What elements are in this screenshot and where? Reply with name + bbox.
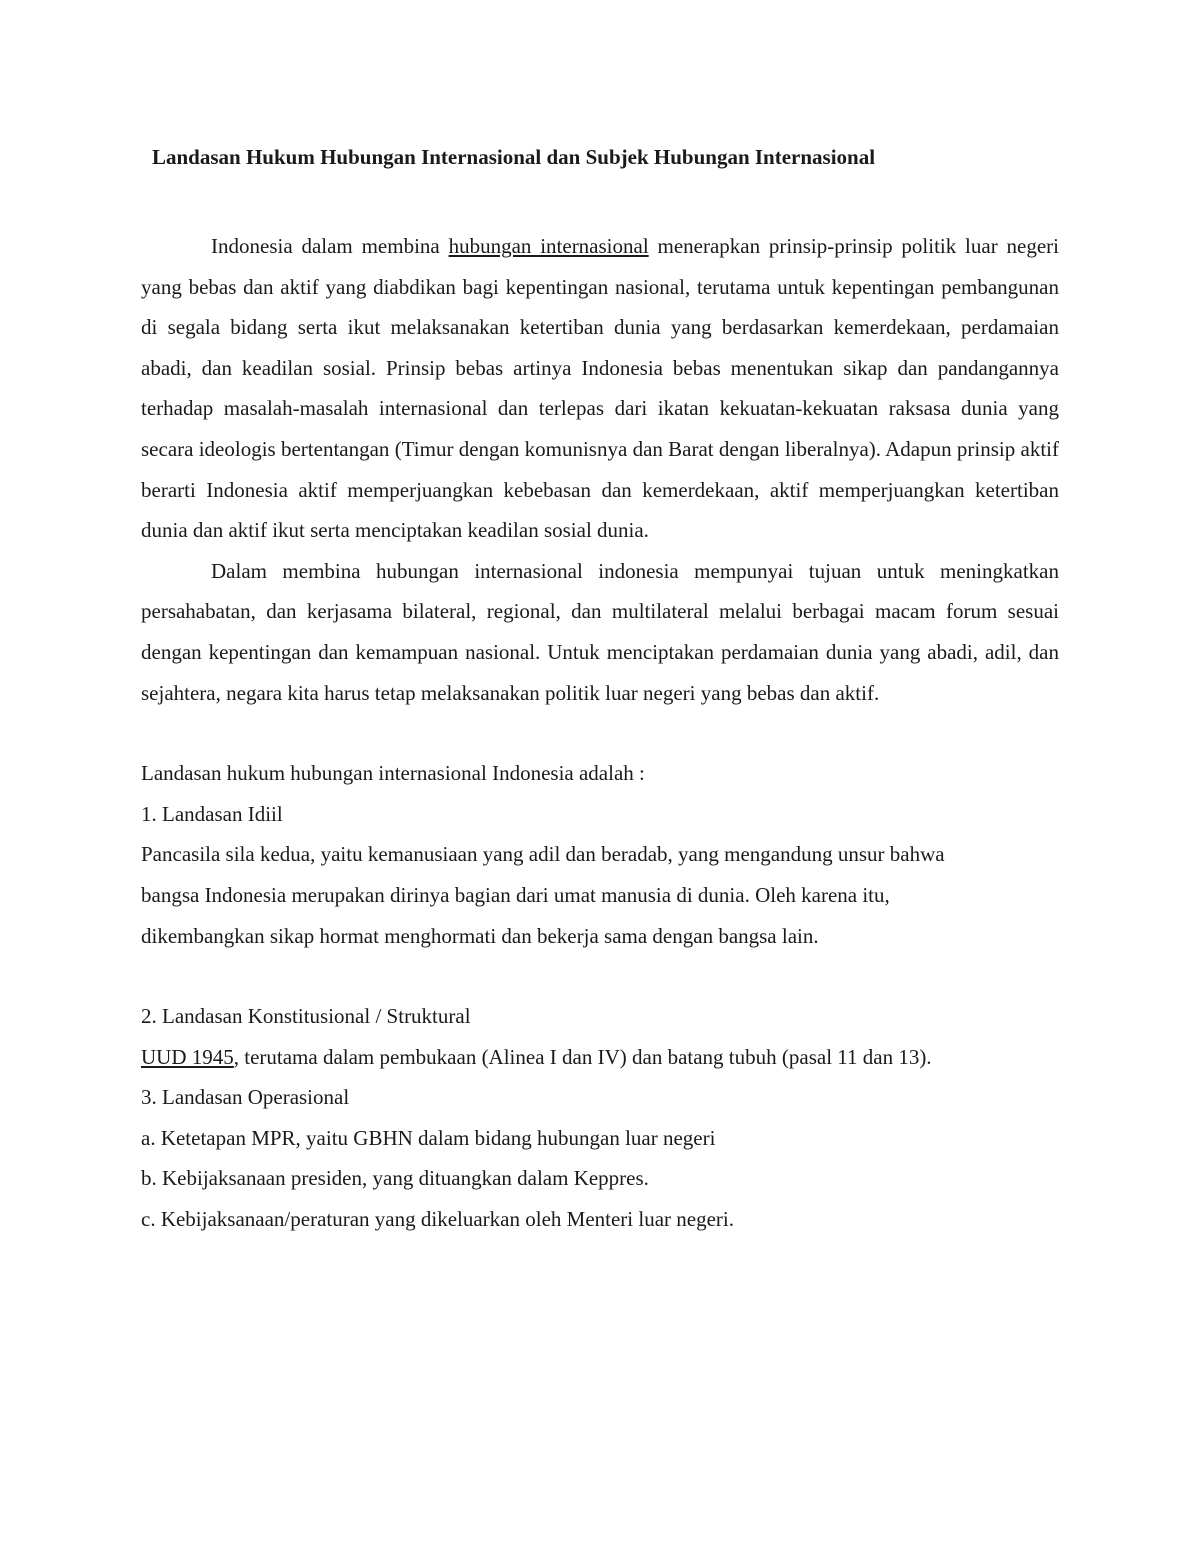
section-2-rest: , terutama dalam pembukaan (Alinea I dan IV) dan batang tubuh (pasal 11 dan 13).: [233, 1044, 932, 1069]
blank-line: [141, 956, 1059, 996]
intro-text: Landasan hukum hubungan internasional Indonesia adalah :: [141, 761, 645, 786]
section-1-line: Pancasila sila kedua, yaitu kemanusiaan yang adil dan beradab, yang mengandung unsur bahwa: [141, 842, 945, 867]
document-page: [141, 140, 1059, 1240]
paragraph-1-start: Indonesia dalam membina: [211, 234, 449, 258]
link-uud-1945[interactable]: UUD 1945: [141, 1044, 234, 1069]
section-1-heading: 1. Landasan Idiil: [141, 801, 283, 826]
section-3-item: c. Kebijaksanaan/peraturan yang dikeluarkan oleh Menteri luar negeri.: [141, 1207, 734, 1232]
section-3-item: a. Ketetapan MPR, yaitu GBHN dalam bidang hubungan luar negeri: [141, 1125, 716, 1150]
document-title: Landasan Hukum Hubungan Internasional dan Subjek Hubungan Internasional: [152, 145, 876, 169]
section-1-line: dikembangkan sikap hormat menghormati dan bekerja sama dengan bangsa lain.: [141, 923, 819, 948]
section-3-heading: 3. Landasan Operasional: [141, 1085, 350, 1110]
paragraph-1-rest: menerapkan prinsip-prinsip politik luar negeri yang bebas dan aktif yang diabdikan bagi kepentingan nasional, terutama untuk kepentingan pembangunan di segala bidang serta ikut melaksanakan ketertiban dunia yang berdasarkan kemerdekaan, perdamaian abadi, dan keadilan sosial. Prinsip bebas artinya Indonesia bebas menentukan sikap dan pandangannya terhadap masalah-masalah internasional dan terlepas dari ikatan kekuatan-kekuatan raksasa dunia yang secara ideologis bertentangan (Timur dengan komunisnya dan Barat dengan liberalnya). Adapun prinsip aktif berarti Indonesia aktif memperjuangkan kebebasan dan kemerdekaan, aktif memperjuangkan ketertiban dunia dan aktif ikut serta menciptakan keadilan sosial dunia.: [141, 234, 1059, 543]
section-1-line: bangsa Indonesia merupakan dirinya bagian dari umat manusia di dunia. Oleh karena itu,: [141, 882, 890, 907]
section-2-heading: 2. Landasan Konstitusional / Struktural: [141, 1004, 471, 1029]
paragraph-2: Dalam membina hubungan internasional indonesia mempunyai tujuan untuk meningkatkan persahabatan, dan kerjasama bilateral, regional, dan multilateral melalui berbagai macam forum sesuai dengan kepentingan dan kemampuan nasional. Untuk menciptakan perdamaian dunia yang abadi, adil, dan sejahtera, negara kita harus tetap melaksanakan politik luar negeri yang bebas dan aktif.: [141, 558, 1059, 705]
section-2-text: [141, 1037, 1059, 1078]
section-3-item: b. Kebijaksanaan presiden, yang dituangkan dalam Keppres.: [141, 1166, 649, 1191]
blank-line: [141, 713, 1059, 753]
link-hubungan-internasional[interactable]: hubungan internasional: [448, 234, 649, 258]
paragraph-1: [141, 226, 1059, 551]
